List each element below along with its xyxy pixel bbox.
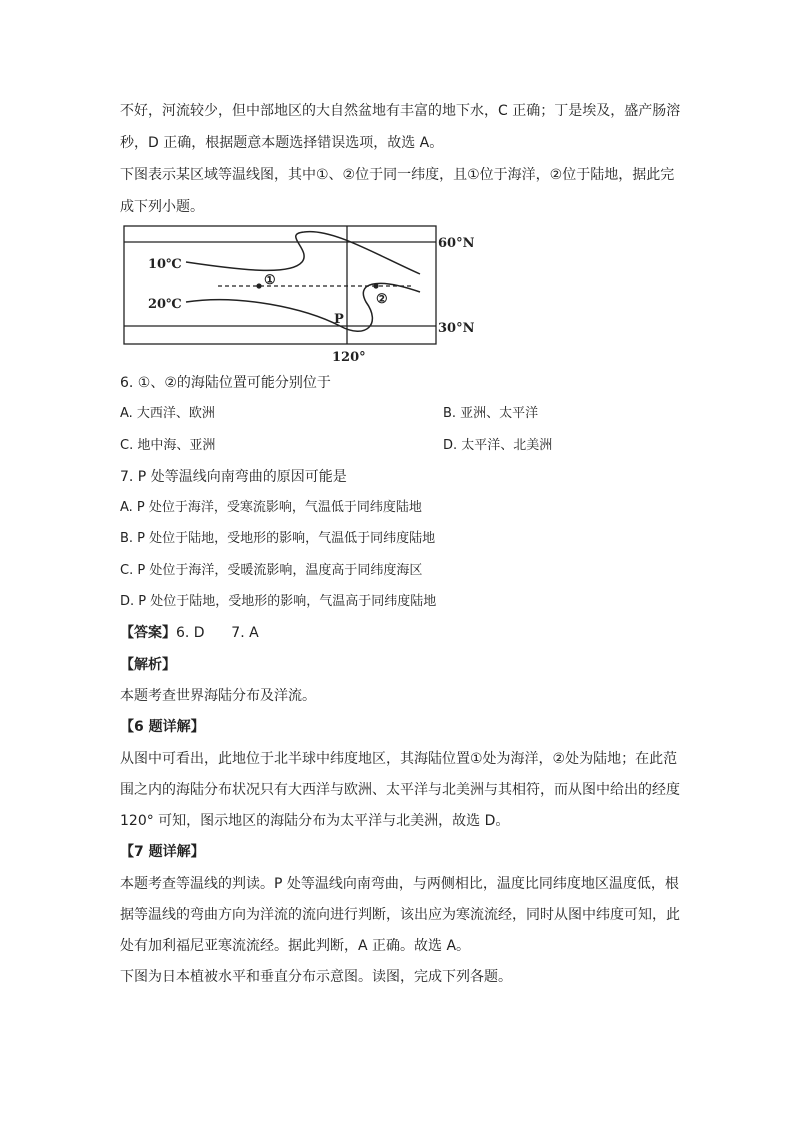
label-120: 120° xyxy=(332,350,366,364)
label-30n: 30°N xyxy=(438,321,475,336)
q7-detail-line-3: 处有加利福尼亚寒流流经。据此判断，A 正确。故选 A。 xyxy=(120,938,471,954)
q6-option-a: A. 大西洋、欧洲 xyxy=(120,406,215,421)
next-question-intro: 下图为日本植被水平和垂直分布示意图。读图，完成下列各题。 xyxy=(120,969,512,985)
q7-detail-line-1: 本题考查等温线的判读。P 处等温线向南弯曲，与两侧相比，温度比同纬度地区温度低，根 xyxy=(120,876,679,892)
q6-detail-tag: 【6 题详解】 xyxy=(120,719,205,735)
isotherm-20 xyxy=(186,283,420,331)
q7-option-a: A. P 处位于海洋，受寒流影响，气温低于同纬度陆地 xyxy=(120,500,422,515)
answer-text: 6. D 7. A xyxy=(176,625,259,641)
q7-option-c: C. P 处位于海洋，受暖流影响，温度高于同纬度海区 xyxy=(120,563,423,578)
isotherm-10 xyxy=(186,232,420,274)
point-2-dot xyxy=(373,283,378,288)
q7-option-b: B. P 处位于陆地，受地形的影响，气温低于同纬度陆地 xyxy=(120,531,436,546)
label-60n: 60°N xyxy=(438,236,475,251)
q6-option-b: B. 亚洲、太平洋 xyxy=(443,406,539,421)
point-1-dot xyxy=(256,283,261,288)
q7-detail-line-2: 据等温线的弯曲方向为洋流的流向进行判断，该出应为寒流流经，同时从图中纬度可知，此 xyxy=(120,907,680,923)
q7-stem: 7. P 处等温线向南弯曲的原因可能是 xyxy=(120,469,347,485)
q6-detail-line-3: 120° 可知，图示地区的海陆分布为太平洋与北美洲，故选 D。 xyxy=(120,813,510,829)
q6-stem: 6. ①、②的海陆位置可能分别位于 xyxy=(120,375,331,391)
isotherm-map xyxy=(120,222,480,364)
analysis-summary: 本题考查世界海陆分布及洋流。 xyxy=(120,688,316,704)
intro-line-3: 下图表示某区域等温线图，其中①、②位于同一纬度，且①位于海洋，②位于陆地，据此完 xyxy=(120,167,675,183)
answer-tag: 【答案】 xyxy=(120,625,176,641)
q6-detail-line-2: 围之内的海陆分布状况只有大西洋与欧洲、太平洋与北美洲与其相符，而从图中给出的经度 xyxy=(120,782,680,798)
intro-line-2: 秒，D 正确，根据题意本题选择错误选项，故选 A。 xyxy=(120,135,444,151)
q7-option-d: D. P 处位于陆地，受地形的影响，气温高于同纬度陆地 xyxy=(120,594,437,609)
answer-line xyxy=(120,623,259,643)
label-10c: 10℃ xyxy=(148,257,182,272)
analysis-tag: 【解析】 xyxy=(120,657,176,673)
q6-option-d: D. 太平洋、北美洲 xyxy=(443,438,553,453)
intro-line-1: 不好，河流较少，但中部地区的大自然盆地有丰富的地下水，C 正确；丁是埃及，盛产肠溶 xyxy=(120,103,681,119)
label-20c: 20℃ xyxy=(148,297,182,312)
label-point-1: ① xyxy=(264,273,276,288)
q6-detail-line-1: 从图中可看出，此地位于北半球中纬度地区，其海陆位置①处为海洋，②处为陆地；在此范 xyxy=(120,751,678,767)
q7-detail-tag: 【7 题详解】 xyxy=(120,844,205,860)
q6-option-c: C. 地中海、亚洲 xyxy=(120,438,216,453)
intro-line-4: 成下列小题。 xyxy=(120,199,204,215)
label-point-p: P xyxy=(334,312,344,327)
label-point-2: ② xyxy=(376,292,388,307)
